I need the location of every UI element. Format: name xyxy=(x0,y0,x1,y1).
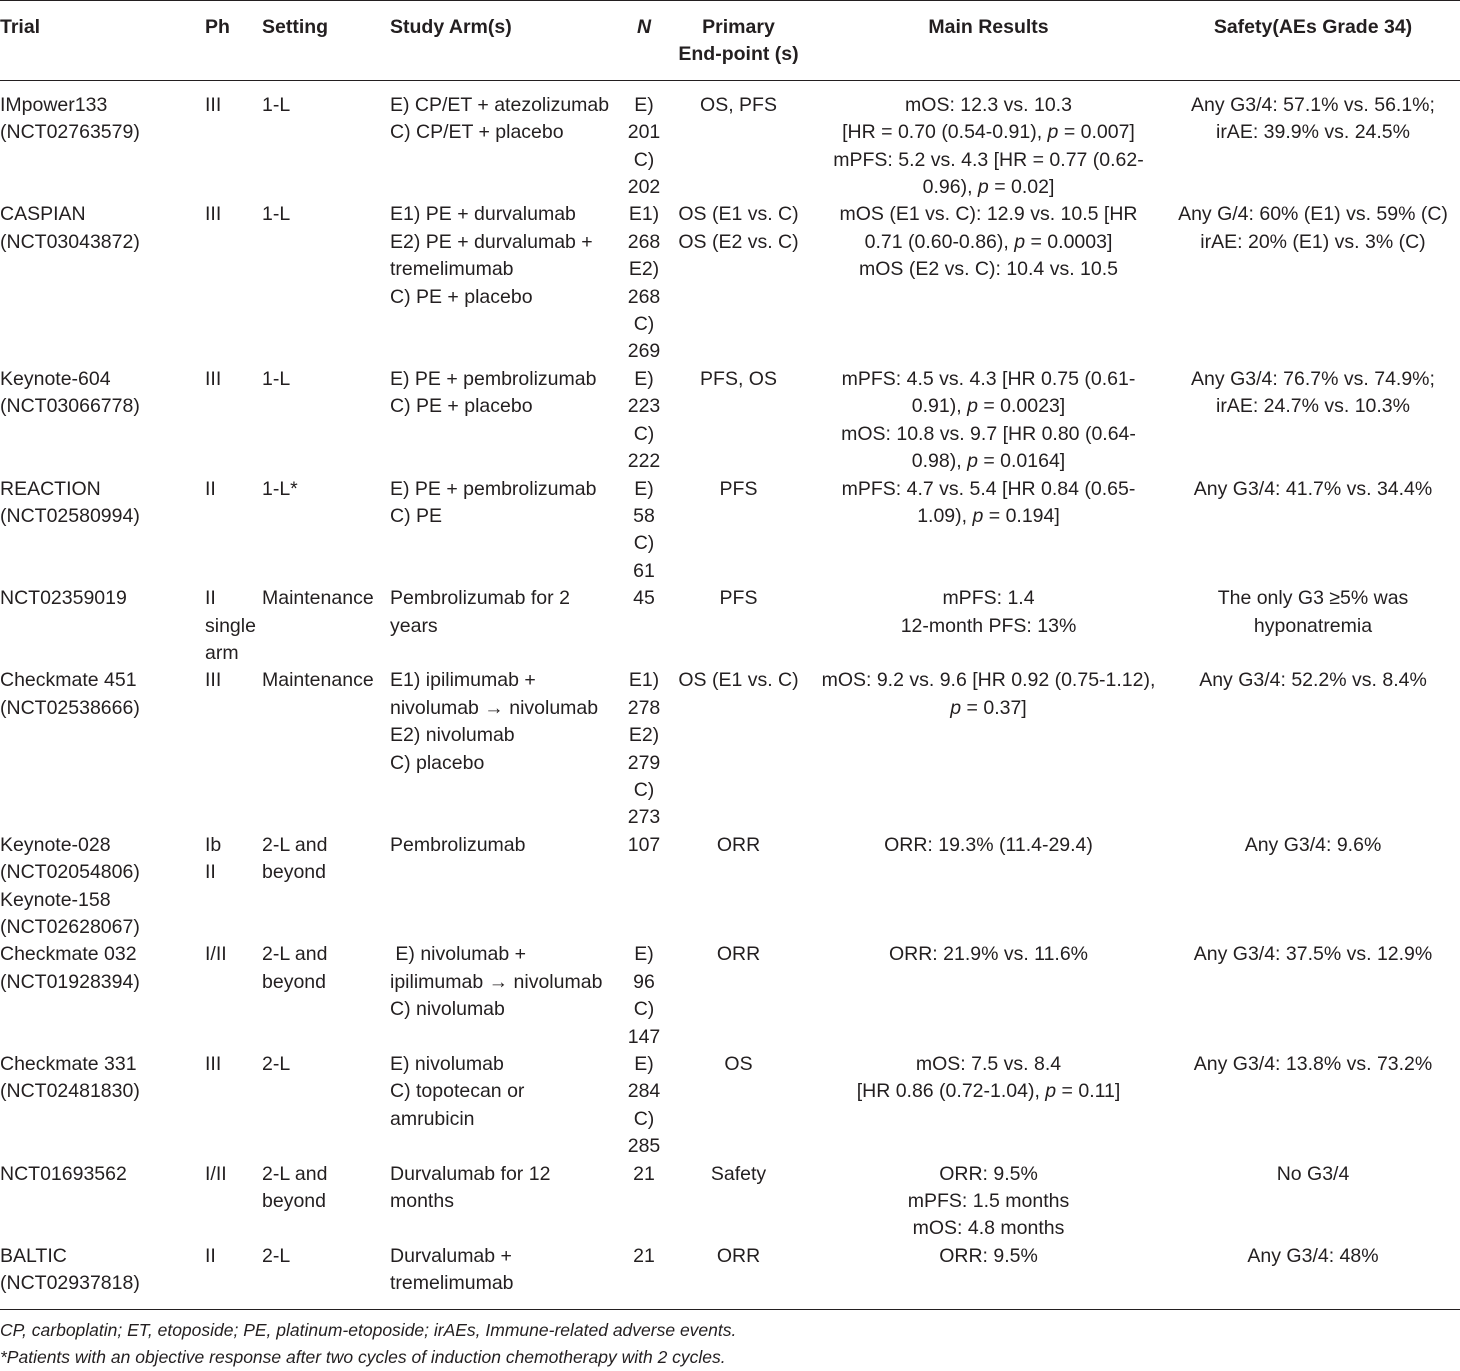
cell-line: Any G3/4: 57.1% vs. 56.1%; xyxy=(1191,93,1435,116)
cell-line: 268 xyxy=(627,230,661,253)
cell-line: 21 xyxy=(633,1244,655,1267)
cell-line: E) xyxy=(634,367,654,390)
cell-line: 202 xyxy=(627,176,661,199)
cell-line: C) xyxy=(633,313,655,336)
cell-line: E) PE + pembrolizumab xyxy=(390,477,597,500)
p-value-symbol: p xyxy=(1045,1080,1057,1103)
cell-results xyxy=(811,1161,1166,1243)
table-row xyxy=(0,366,1460,476)
column-header-trial xyxy=(0,1,202,81)
cell-line: tremelimumab xyxy=(390,258,514,281)
cell-line: [HR 0.86 (0.72-1.04), p = 0.11] xyxy=(856,1080,1121,1103)
cell-line: E) CP/ET + atezolizumab xyxy=(390,93,610,116)
cell-results xyxy=(811,80,1166,201)
cell-safety xyxy=(1166,832,1460,942)
cell-line: (NCT02538666) xyxy=(0,696,140,719)
footnote-abbreviations: CP, carboplatin; ET, etoposide; PE, platinum-etoposide; irAEs, Immune-related adverse events. xyxy=(0,1320,737,1340)
cell-line: E) xyxy=(634,1053,654,1076)
cell-line: C) PE xyxy=(390,504,443,527)
cell-line: ORR: 19.3% (11.4-29.4) xyxy=(884,833,1093,856)
cell-setting xyxy=(262,1161,390,1243)
cell-line: arm xyxy=(205,641,239,664)
cell-line: (NCT02628067) xyxy=(0,916,140,938)
cell-line: 61 xyxy=(633,559,655,582)
cell-line: OS (E1 vs. C) xyxy=(678,669,799,692)
cell-line: Pembrolizumab for 2 xyxy=(390,587,570,610)
cell-line: 1.09), p = 0.194] xyxy=(917,504,1060,527)
cell-line: E1) PE + durvalumab xyxy=(390,203,576,226)
p-value-symbol: p xyxy=(967,395,978,418)
cell-line: single xyxy=(205,614,256,637)
cell-line: 58 xyxy=(633,504,655,527)
cell-endpoint xyxy=(666,366,811,476)
cell-line: The only G3 ≥5% was xyxy=(1217,587,1409,610)
cell-line: Any G3/4: 9.6% xyxy=(1244,833,1382,856)
cell-line: E) xyxy=(634,477,654,500)
cell-arms xyxy=(390,585,622,667)
cell-line: Maintenance xyxy=(262,587,374,610)
cell-line: ORR: 21.9% vs. 11.6% xyxy=(888,943,1089,966)
cell-line: OS (E2 vs. C) xyxy=(678,230,799,253)
cell-line: p = 0.37] xyxy=(950,696,1027,719)
cell-line: C) placebo xyxy=(390,751,485,774)
cell-line: C) xyxy=(633,532,655,555)
table-row xyxy=(0,941,1460,1051)
cell-line: Checkmate 331 xyxy=(0,1053,137,1076)
cell-trial xyxy=(0,476,202,586)
cell-trial xyxy=(0,585,202,667)
cell-ph xyxy=(202,201,262,365)
cell-line: Safety xyxy=(710,1162,767,1185)
cell-line: Any G3/4: 76.7% vs. 74.9%; xyxy=(1191,367,1435,390)
cell-line: 2-L and xyxy=(262,833,328,856)
cell-line: C) nivolumab xyxy=(390,998,505,1021)
cell-line: III xyxy=(205,367,222,390)
cell-line: beyond xyxy=(262,861,326,884)
cell-line: ORR: 9.5% xyxy=(939,1162,1038,1185)
cell-setting xyxy=(262,201,390,365)
cell-endpoint xyxy=(666,80,811,201)
cell-line: E1) xyxy=(628,669,660,692)
cell-trial xyxy=(0,941,202,1051)
cell-line: 284 xyxy=(627,1080,661,1103)
column-header-label: Safety(AEs Grade 34) xyxy=(1213,16,1413,38)
cell-trial xyxy=(0,80,202,201)
table-row xyxy=(0,585,1460,667)
cell-trial xyxy=(0,366,202,476)
cell-setting xyxy=(262,585,390,667)
cell-line: E2) nivolumab xyxy=(390,724,515,747)
column-header-label: End-point (s) xyxy=(678,43,799,66)
cell-arms xyxy=(390,476,622,586)
cell-n xyxy=(622,667,666,831)
p-value-symbol: p xyxy=(1014,230,1026,253)
cell-ph xyxy=(202,476,262,586)
column-header-label: Setting xyxy=(262,16,329,38)
table-header-row xyxy=(0,1,1460,81)
cell-line: Keynote-028 xyxy=(0,833,111,856)
cell-ph xyxy=(202,80,262,201)
cell-line: ORR xyxy=(716,943,761,966)
cell-line: Any G/4: 60% (E1) vs. 59% (C) xyxy=(1178,203,1448,226)
cell-arms xyxy=(390,366,622,476)
column-header-label: Main Results xyxy=(928,16,1049,38)
column-header-label: Ph xyxy=(205,16,230,38)
cell-line: Maintenance xyxy=(262,669,374,692)
cell-ph xyxy=(202,1161,262,1243)
cell-line: E1) xyxy=(628,203,660,226)
cell-trial xyxy=(0,1243,202,1309)
p-value-symbol: p xyxy=(967,450,978,473)
cell-line: years xyxy=(390,614,438,637)
cell-line: mOS (E2 vs. C): 10.4 vs. 10.5 xyxy=(858,258,1118,281)
cell-line: ipilimumab → nivolumab xyxy=(390,970,603,993)
cell-ph xyxy=(202,1051,262,1161)
cell-safety xyxy=(1166,1051,1460,1161)
p-value-symbol: p xyxy=(950,696,962,719)
cell-setting xyxy=(262,1243,390,1309)
cell-line: C) xyxy=(633,998,655,1021)
cell-line: E) nivolumab + xyxy=(390,943,527,966)
cell-line: OS (E1 vs. C) xyxy=(678,203,799,226)
cell-line: 1-L xyxy=(262,203,291,226)
cell-line: E) xyxy=(634,943,654,966)
cell-results xyxy=(811,667,1166,831)
cell-line: 0.98), p = 0.0164] xyxy=(911,450,1066,473)
cell-line: III xyxy=(205,1053,222,1076)
cell-line: OS xyxy=(724,1053,753,1076)
cell-safety xyxy=(1166,366,1460,476)
cell-line: Any G3/4: 48% xyxy=(1247,1244,1379,1267)
cell-arms xyxy=(390,80,622,201)
cell-line: ORR xyxy=(716,1244,761,1267)
column-header-label: Study Arm(s) xyxy=(390,16,512,38)
cell-line: NCT01693562 xyxy=(0,1162,127,1185)
cell-setting xyxy=(262,80,390,201)
cell-line: C) xyxy=(633,148,655,171)
cell-safety xyxy=(1166,201,1460,365)
cell-line: mOS: 9.2 vs. 9.6 [HR 0.92 (0.75-1.12), xyxy=(821,669,1156,692)
cell-results xyxy=(811,585,1166,667)
cell-line: IMpower133 xyxy=(0,93,108,116)
p-value-symbol: p xyxy=(977,176,989,199)
cell-line: mPFS: 5.2 vs. 4.3 [HR = 0.77 (0.62- xyxy=(833,148,1144,171)
cell-safety xyxy=(1166,585,1460,667)
cell-line: (NCT03066778) xyxy=(0,395,140,418)
cell-line: (NCT01928394) xyxy=(0,970,140,993)
cell-trial xyxy=(0,1161,202,1243)
cell-line: 273 xyxy=(627,806,661,829)
cell-endpoint xyxy=(666,1243,811,1309)
cell-line: Pembrolizumab xyxy=(390,833,526,856)
cell-endpoint xyxy=(666,832,811,942)
cell-setting xyxy=(262,366,390,476)
column-header-label: N xyxy=(636,16,652,38)
cell-line: nivolumab → nivolumab xyxy=(390,696,599,719)
cell-line: 96 xyxy=(633,970,655,993)
cell-n xyxy=(622,366,666,476)
cell-ph xyxy=(202,1243,262,1309)
cell-line: Checkmate 451 xyxy=(0,669,137,692)
cell-line: 222 xyxy=(627,450,661,473)
cell-line: Keynote-604 xyxy=(0,367,111,390)
cell-n xyxy=(622,585,666,667)
cell-line: OS, PFS xyxy=(700,93,777,116)
cell-line: mOS: 7.5 vs. 8.4 xyxy=(915,1053,1062,1076)
cell-line: Durvalumab for 12 xyxy=(390,1162,551,1185)
cell-n xyxy=(622,201,666,365)
cell-line: 2-L xyxy=(262,1244,291,1267)
cell-line: Keynote-158 xyxy=(0,888,111,911)
cell-setting xyxy=(262,1051,390,1161)
cell-arms xyxy=(390,201,622,365)
column-header-label: Trial xyxy=(0,16,41,38)
cell-line: III xyxy=(205,203,222,226)
cell-line: 2-L and xyxy=(262,943,328,966)
cell-line: C) topotecan or xyxy=(390,1080,525,1103)
cell-setting xyxy=(262,941,390,1051)
cell-line: 1-L* xyxy=(262,477,298,500)
cell-line: CASPIAN xyxy=(0,203,86,226)
cell-n xyxy=(622,476,666,586)
cell-ph xyxy=(202,667,262,831)
cell-ph xyxy=(202,832,262,942)
cell-line: II xyxy=(205,861,216,884)
cell-line: 45 xyxy=(633,587,655,610)
cell-ph xyxy=(202,941,262,1051)
cell-setting xyxy=(262,832,390,942)
cell-line: Any G3/4: 13.8% vs. 73.2% xyxy=(1193,1053,1433,1076)
table-row xyxy=(0,201,1460,365)
table-row xyxy=(0,476,1460,586)
cell-n xyxy=(622,1243,666,1309)
p-value-symbol: p xyxy=(972,504,984,527)
cell-arms xyxy=(390,1051,622,1161)
cell-line: REACTION xyxy=(0,477,101,500)
cell-line: III xyxy=(205,93,222,116)
cell-line: amrubicin xyxy=(390,1107,475,1130)
cell-line: 285 xyxy=(627,1135,661,1158)
cell-line: 268 xyxy=(627,285,661,308)
cell-line: PFS xyxy=(719,587,758,610)
cell-line: 12-month PFS: 13% xyxy=(900,614,1077,637)
column-header-n xyxy=(622,1,666,81)
cell-results xyxy=(811,476,1166,586)
cell-line: 201 xyxy=(627,121,661,144)
cell-line: 2-L xyxy=(262,1053,291,1076)
cell-safety xyxy=(1166,941,1460,1051)
column-header-setting xyxy=(262,1,390,81)
cell-endpoint xyxy=(666,941,811,1051)
cell-n xyxy=(622,80,666,201)
cell-line: months xyxy=(390,1190,454,1213)
table-body xyxy=(0,80,1460,1309)
cell-line: (NCT02763579) xyxy=(0,121,140,144)
cell-setting xyxy=(262,476,390,586)
cell-results xyxy=(811,366,1166,476)
cell-line: E2) PE + durvalumab + xyxy=(390,230,593,253)
footnote-asterisk: *Patients with an objective response after two cycles of induction chemotherapy with 2 cycles. xyxy=(0,1347,726,1367)
table-row xyxy=(0,1243,1460,1309)
cell-arms xyxy=(390,832,622,942)
column-header-ph xyxy=(202,1,262,81)
cell-line: mPFS: 1.5 months xyxy=(907,1190,1070,1213)
cell-line: C) PE + placebo xyxy=(390,395,533,418)
cell-line: 107 xyxy=(627,833,661,856)
cell-arms xyxy=(390,941,622,1051)
cell-safety xyxy=(1166,476,1460,586)
cell-line: III xyxy=(205,669,222,692)
cell-safety xyxy=(1166,667,1460,831)
cell-endpoint xyxy=(666,1051,811,1161)
cell-line: mPFS: 4.5 vs. 4.3 [HR 0.75 (0.61- xyxy=(841,367,1136,390)
cell-line: C) xyxy=(633,1107,655,1130)
cell-ph xyxy=(202,366,262,476)
cell-line: (NCT02580994) xyxy=(0,504,140,527)
cell-results xyxy=(811,201,1166,365)
cell-n xyxy=(622,832,666,942)
cell-line: Checkmate 032 xyxy=(0,943,137,966)
cell-trial xyxy=(0,1051,202,1161)
cell-line: mOS: 10.8 vs. 9.7 [HR 0.80 (0.64- xyxy=(841,422,1136,445)
cell-trial xyxy=(0,201,202,365)
cell-line: II xyxy=(205,1244,216,1267)
cell-line: 223 xyxy=(627,395,661,418)
cell-line: 269 xyxy=(627,340,661,363)
cell-arms xyxy=(390,1161,622,1243)
cell-line: 279 xyxy=(627,751,661,774)
table-row xyxy=(0,667,1460,831)
column-header-safety xyxy=(1166,1,1460,81)
cell-line: 0.96), p = 0.02] xyxy=(922,176,1055,199)
table-footnotes xyxy=(0,1317,736,1371)
cell-line: 1-L xyxy=(262,93,291,116)
cell-endpoint xyxy=(666,476,811,586)
cell-line: E2) xyxy=(628,258,660,281)
cell-line: II xyxy=(205,477,216,500)
cell-line: PFS xyxy=(719,477,758,500)
cell-line: beyond xyxy=(262,970,326,993)
cell-line: NCT02359019 xyxy=(0,587,127,610)
cell-line: 0.71 (0.60-0.86), p = 0.0003] xyxy=(864,230,1113,253)
cell-line: 2-L and xyxy=(262,1162,328,1185)
cell-line: mOS: 12.3 vs. 10.3 xyxy=(905,93,1072,116)
cell-n xyxy=(622,1051,666,1161)
cell-line: E2) xyxy=(628,724,660,747)
table-row xyxy=(0,832,1460,942)
cell-line: (NCT02937818) xyxy=(0,1272,140,1295)
cell-line: mOS: 4.8 months xyxy=(912,1217,1065,1240)
table-row xyxy=(0,80,1460,201)
cell-line: PFS, OS xyxy=(700,367,777,390)
cell-line: BALTIC xyxy=(0,1244,67,1267)
cell-line: irAE: 24.7% vs. 10.3% xyxy=(1215,395,1410,418)
cell-endpoint xyxy=(666,201,811,365)
cell-line: C) PE + placebo xyxy=(390,285,533,308)
cell-line: irAE: 20% (E1) vs. 3% (C) xyxy=(1200,230,1426,253)
cell-line: II xyxy=(205,587,216,610)
cell-line: 1-L xyxy=(262,367,291,390)
cell-safety xyxy=(1166,80,1460,201)
cell-n xyxy=(622,941,666,1051)
cell-line: ORR xyxy=(716,833,761,856)
cell-line: mOS (E1 vs. C): 12.9 vs. 10.5 [HR xyxy=(839,203,1138,226)
cell-line: C) xyxy=(633,778,655,801)
cell-trial xyxy=(0,667,202,831)
cell-results xyxy=(811,1243,1166,1309)
cell-line: hyponatremia xyxy=(1253,614,1373,637)
cell-line: E) PE + pembrolizumab xyxy=(390,367,597,390)
cell-endpoint xyxy=(666,585,811,667)
table-row xyxy=(0,1161,1460,1243)
cell-safety xyxy=(1166,1161,1460,1243)
cell-line: Durvalumab + xyxy=(390,1244,512,1267)
cell-line: Any G3/4: 41.7% vs. 34.4% xyxy=(1193,477,1433,500)
cell-line: 21 xyxy=(633,1162,655,1185)
cell-line: irAE: 39.9% vs. 24.5% xyxy=(1215,121,1410,144)
cell-line: Any G3/4: 37.5% vs. 12.9% xyxy=(1193,943,1433,966)
cell-line: C) xyxy=(633,422,655,445)
cell-line: mPFS: 1.4 xyxy=(942,587,1035,610)
p-value-symbol: p xyxy=(1047,121,1059,144)
cell-line: 0.91), p = 0.0023] xyxy=(911,395,1066,418)
cell-line: (NCT02481830) xyxy=(0,1080,140,1103)
cell-line: E) nivolumab xyxy=(390,1053,504,1076)
cell-line: 278 xyxy=(627,696,661,719)
cell-line: beyond xyxy=(262,1190,326,1213)
cell-setting xyxy=(262,667,390,831)
cell-endpoint xyxy=(666,1161,811,1243)
cell-arms xyxy=(390,1243,622,1309)
column-header-label: Primary xyxy=(702,16,775,38)
cell-line: Any G3/4: 52.2% vs. 8.4% xyxy=(1199,669,1427,692)
cell-endpoint xyxy=(666,667,811,831)
column-header-results xyxy=(811,1,1166,81)
cell-line: I/II xyxy=(205,1162,227,1185)
cell-line: tremelimumab xyxy=(390,1272,514,1295)
cell-arms xyxy=(390,667,622,831)
cell-line: I/II xyxy=(205,943,227,966)
cell-safety xyxy=(1166,1243,1460,1309)
cell-line: [HR = 0.70 (0.54-0.91), p = 0.007] xyxy=(842,121,1135,144)
cell-trial xyxy=(0,832,202,942)
cell-line: E1) ipilimumab + xyxy=(390,669,536,692)
cell-n xyxy=(622,1161,666,1243)
column-header-arms xyxy=(390,1,622,81)
cell-results xyxy=(811,941,1166,1051)
cell-ph xyxy=(202,585,262,667)
cell-line: (NCT03043872) xyxy=(0,230,140,253)
cell-line: mPFS: 4.7 vs. 5.4 [HR 0.84 (0.65- xyxy=(841,477,1136,500)
cell-line: E) xyxy=(634,93,654,116)
cell-line: (NCT02054806) xyxy=(0,861,140,884)
cell-line: Ib xyxy=(205,833,222,856)
table-row xyxy=(0,1051,1460,1161)
cell-results xyxy=(811,1051,1166,1161)
cell-line: No G3/4 xyxy=(1276,1162,1350,1185)
cell-line: ORR: 9.5% xyxy=(939,1244,1038,1267)
cell-line: 147 xyxy=(627,1025,661,1048)
cell-results xyxy=(811,832,1166,942)
column-header-endpoint xyxy=(666,1,811,81)
cell-line: C) CP/ET + placebo xyxy=(390,121,564,144)
